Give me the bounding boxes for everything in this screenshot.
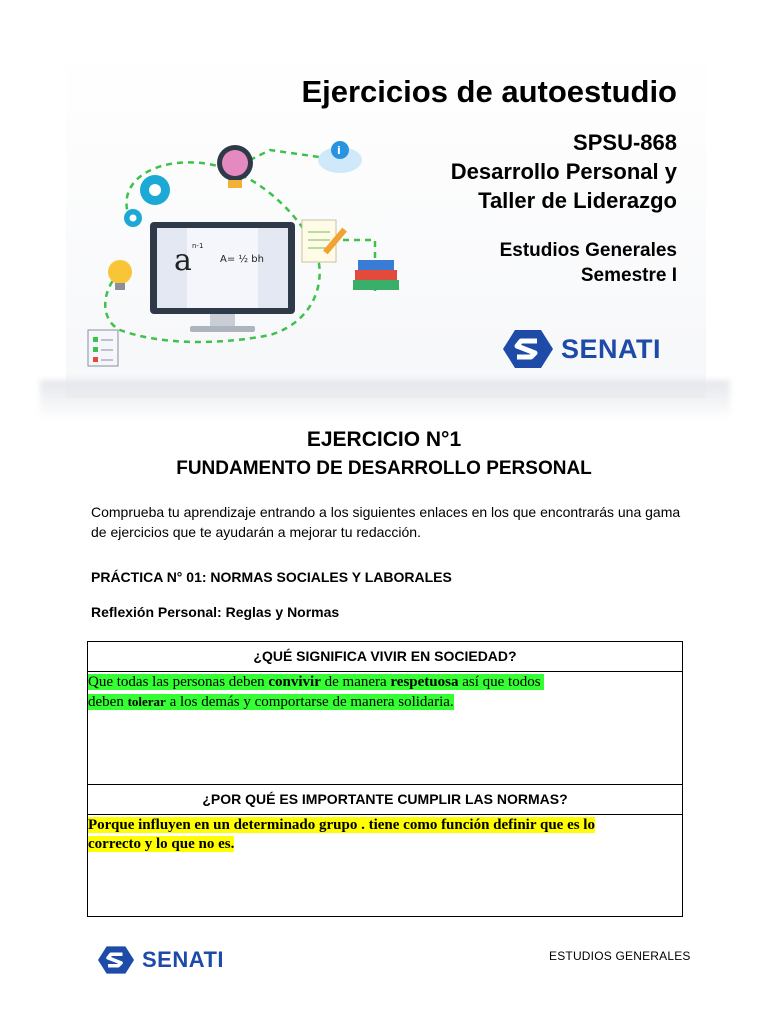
senati-logo-text: SENATI [561, 333, 662, 364]
brain-lightbulb-icon [217, 145, 253, 188]
semester: Semestre I [580, 265, 677, 286]
footer-senati-logo-text: SENATI [142, 947, 225, 972]
answer-1-cell [88, 672, 682, 785]
answer-2-line-2: correcto y lo que no es. [88, 836, 235, 852]
gear-icon [124, 175, 170, 227]
answer-2 [88, 816, 682, 854]
answer-1-text: deben [88, 694, 128, 710]
question-1: ¿QUÉ SIGNIFICA VIVIR EN SOCIEDAD? [88, 642, 682, 672]
answer-1-bold-convivir: convivir [268, 674, 321, 690]
reflexion-heading: Reflexión Personal: Reglas y Normas [91, 604, 340, 620]
notepad-icon [302, 220, 347, 262]
exercise-title: EJERCICIO N°1 [306, 428, 462, 451]
program-info [400, 238, 677, 288]
answer-1-text: de manera [320, 674, 391, 690]
course-name-line2: Taller de Liderazgo [478, 188, 677, 213]
intro-paragraph: Comprueba tu aprendizaje entrando a los siguientes enlaces en los que encontrarás una gama de ejercicios que te ayudarán a mejorar tu redacción. [91, 504, 681, 540]
exercise-subtitle: FUNDAMENTO DE DESARROLLO PERSONAL [176, 458, 592, 479]
answer-1-line-2 [88, 694, 454, 710]
answer-1-line-1 [88, 674, 544, 690]
course-code: SPSU-868 [573, 130, 677, 155]
svg-text:i: i [337, 144, 341, 157]
practica-heading: PRÁCTICA N° 01: NORMAS SOCIALES Y LABORALES [91, 569, 452, 585]
formula-a-sup: n-1 [192, 242, 204, 250]
answer-1 [88, 673, 682, 712]
answer-2-cell [88, 815, 682, 916]
qa-table [87, 641, 683, 917]
footer-senati-logo-icon [98, 946, 134, 974]
question-2: ¿POR QUÉ ES IMPORTANTE CUMPLIR LAS NORMAS? [88, 785, 682, 815]
course-name-line1: Desarrollo Personal y [450, 159, 677, 184]
course-info [300, 128, 677, 215]
answer-1-text: a los demás y comportarse de manera solidaria. [165, 694, 454, 710]
formula-a: a [174, 243, 192, 278]
books-icon [353, 260, 399, 290]
senati-logo-icon [503, 330, 553, 368]
answer-1-bold-tolerar: tolerar [127, 694, 166, 709]
program-name: Estudios Generales [499, 240, 677, 261]
formula-area: A= ½ bh [220, 254, 264, 265]
footer-estudios-generales: ESTUDIOS GENERALES [549, 949, 691, 963]
senati-logo [503, 330, 661, 368]
footer-senati-logo [98, 946, 224, 974]
answer-1-text: así que todos [458, 674, 541, 690]
answer-2-line-1: Porque influyen en un determinado grupo . tiene como función definir que es lo [88, 817, 595, 833]
answer-1-bold-respetuosa: respetuosa [390, 674, 459, 690]
answer-1-text: Que todas las personas deben [88, 674, 269, 690]
lightbulb-icon [108, 260, 132, 290]
page-title: Ejercicios de autoestudio [301, 74, 677, 109]
checklist-icon [88, 330, 118, 366]
